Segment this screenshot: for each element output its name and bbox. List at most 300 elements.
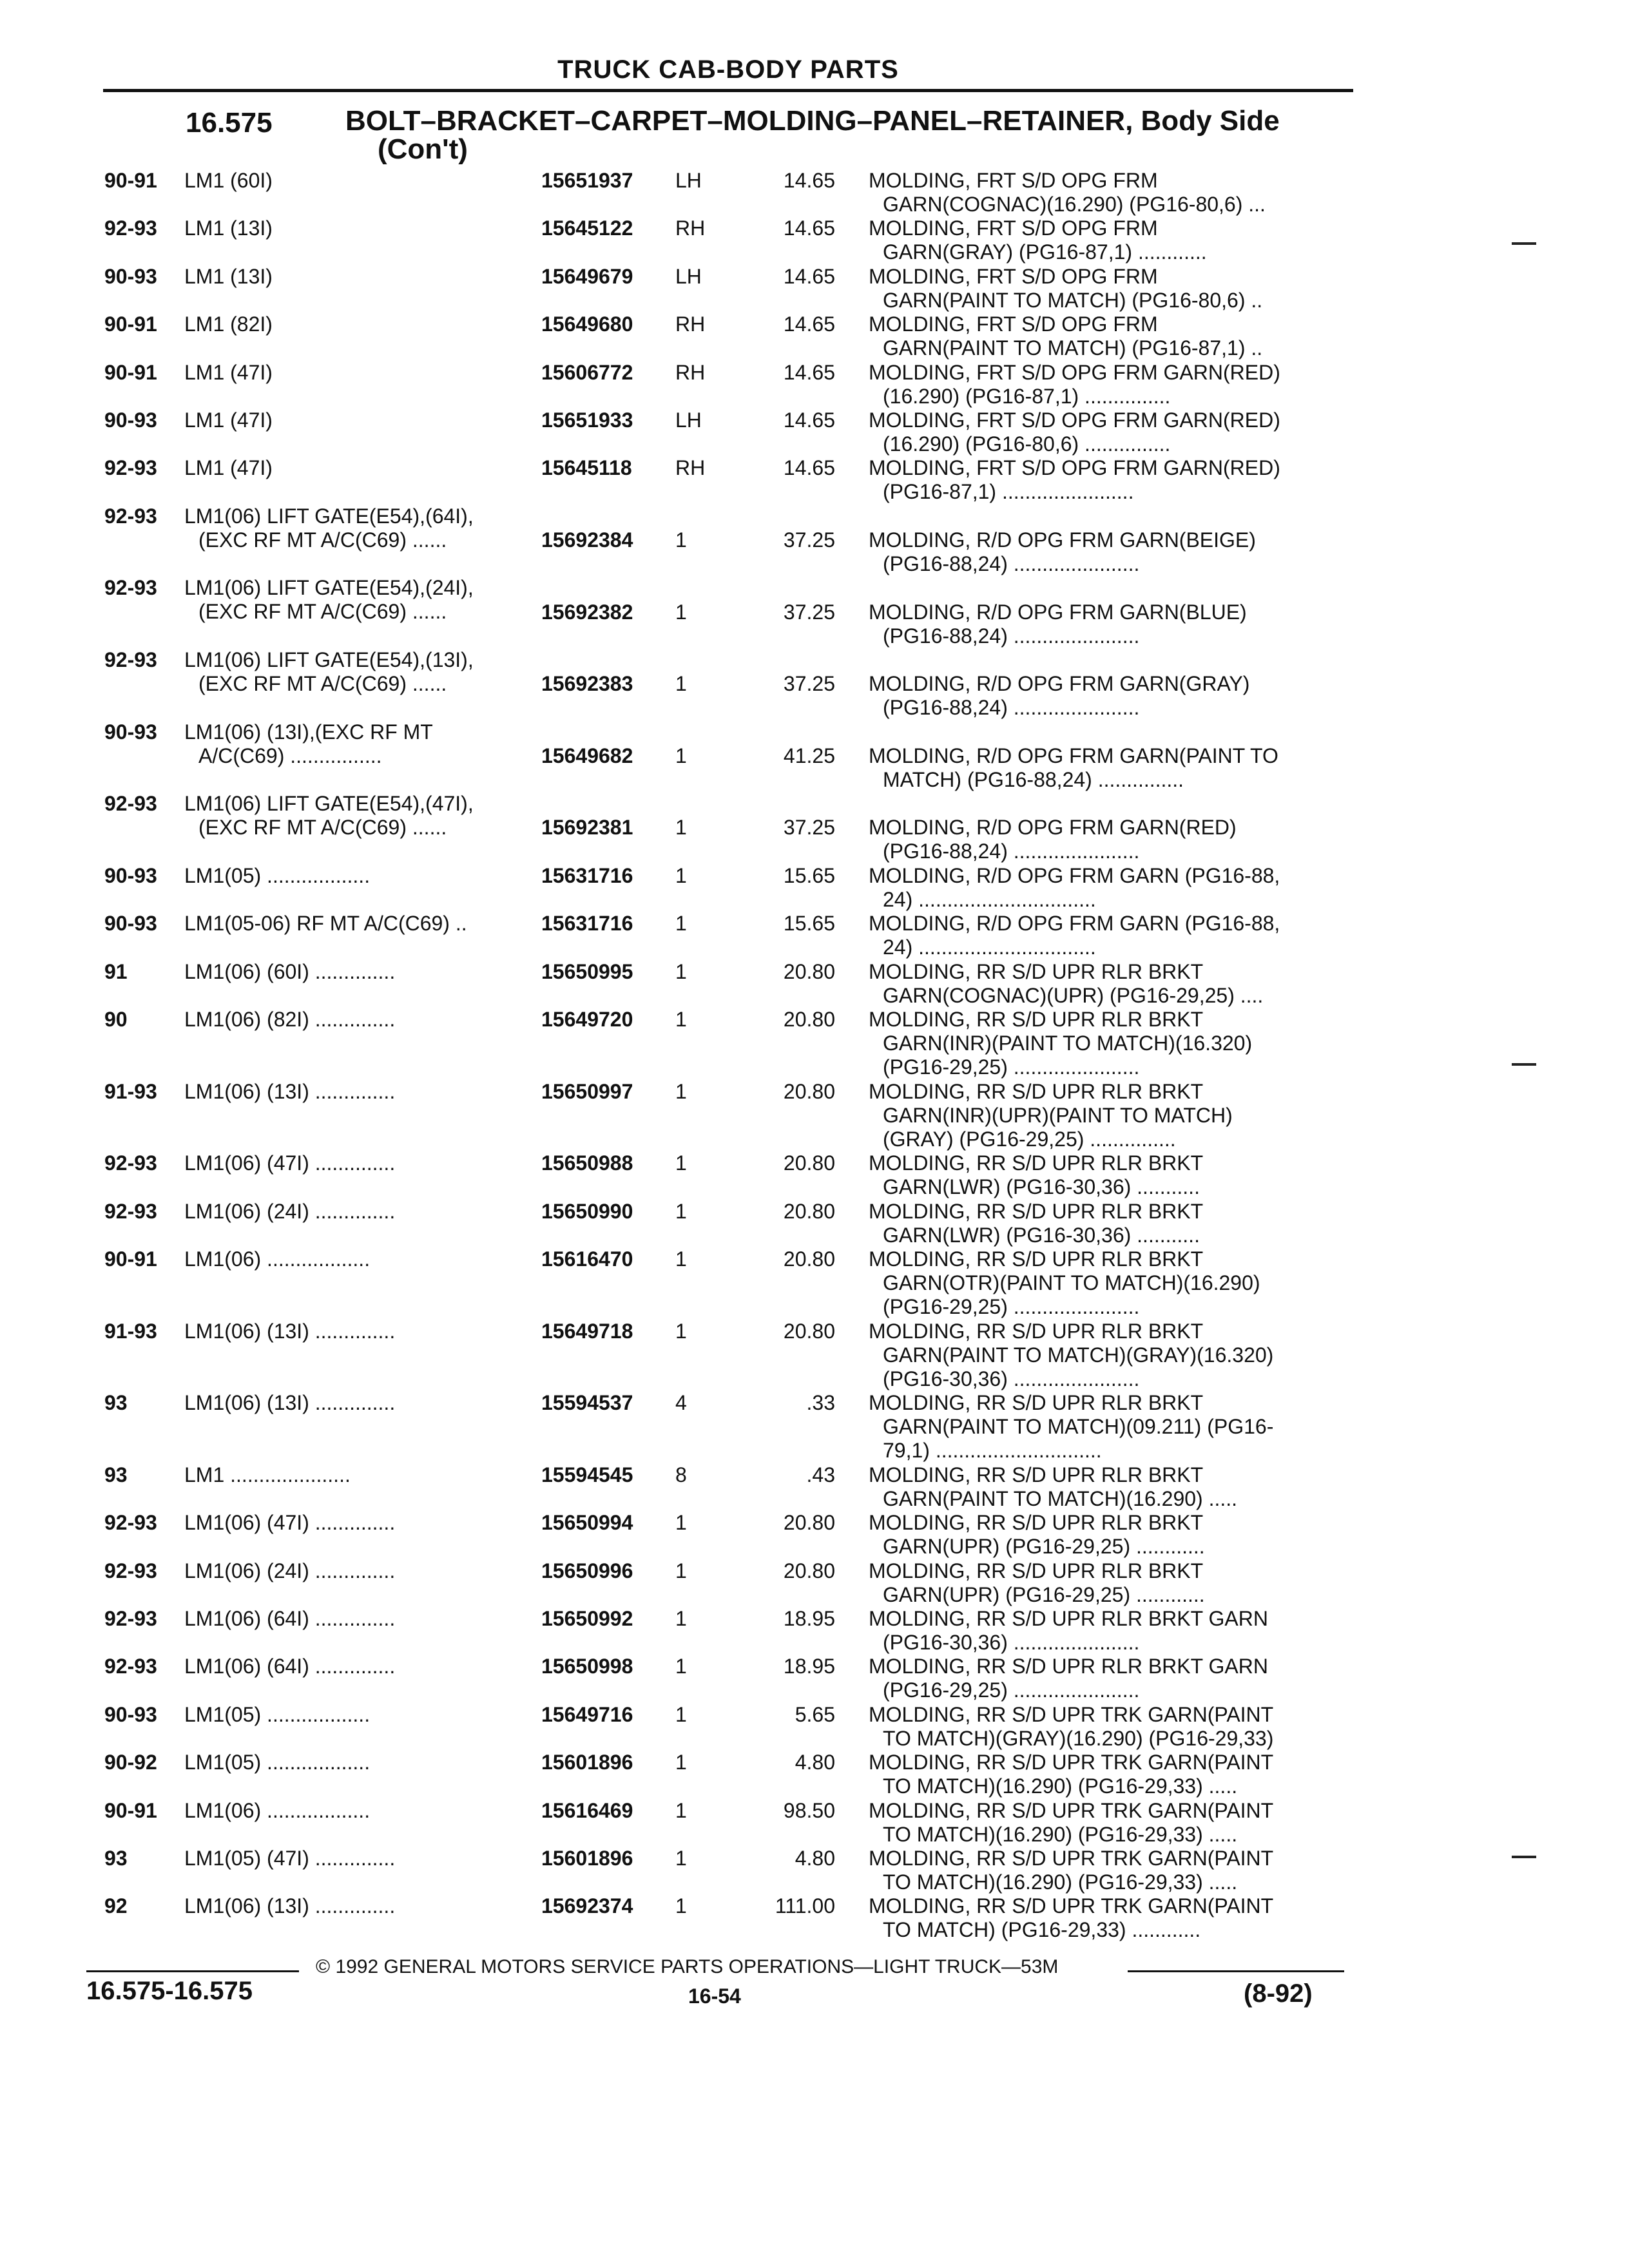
description-line: MOLDING, RR S/D UPR TRK GARN(PAINT	[869, 1798, 1274, 1822]
footer-page-number: 16-54	[688, 1984, 741, 2008]
description-line: GARN(UPR) (PG16-29,25) ............	[883, 1582, 1205, 1606]
model-year: 90-91	[104, 1798, 157, 1822]
model-usage	[184, 1607, 532, 1631]
model-line: LM1(06) (64I) ..............	[184, 1607, 396, 1630]
description	[869, 601, 1339, 648]
model-usage	[184, 960, 532, 984]
description	[869, 361, 1339, 408]
description-line: GARN(INR)(UPR)(PAINT TO MATCH)	[883, 1103, 1233, 1127]
description-line: MOLDING, R/D OPG FRM GARN(PAINT TO	[869, 744, 1278, 767]
model-year: 90-91	[104, 1247, 157, 1271]
model-year: 91	[104, 959, 128, 983]
description	[869, 1847, 1339, 1894]
description-line: (PG16-88,24) ......................	[883, 840, 1140, 863]
model-usage	[184, 312, 532, 336]
price: .43	[806, 1463, 835, 1486]
description-line: MOLDING, RR S/D UPR RLR BRKT	[869, 1247, 1204, 1271]
price: 18.95	[783, 1607, 835, 1630]
price: 20.80	[783, 1559, 835, 1582]
description-line: MOLDING, RR S/D UPR RLR BRKT	[869, 1008, 1204, 1031]
model-usage	[184, 456, 532, 480]
model-usage	[184, 720, 532, 768]
model-year: 92-93	[104, 216, 157, 240]
description-line: (PG16-30,36) ......................	[883, 1367, 1140, 1390]
model-year: 93	[104, 1463, 128, 1486]
quantity: 1	[675, 672, 687, 696]
description-line: TO MATCH) (PG16-29,33) ............	[883, 1918, 1201, 1942]
model-usage	[184, 1463, 532, 1487]
quantity: 1	[675, 1607, 687, 1630]
part-number: 15692383	[541, 672, 633, 696]
part-number: 15650990	[541, 1199, 633, 1223]
description-line: MOLDING, R/D OPG FRM GARN(BLUE)	[869, 600, 1247, 624]
part-number: 15692374	[541, 1894, 633, 1918]
description	[869, 265, 1339, 312]
model-year: 92-93	[104, 1199, 157, 1223]
part-number: 15649682	[541, 744, 633, 767]
price: 5.65	[795, 1702, 835, 1726]
part-number: 15616469	[541, 1798, 633, 1822]
header-rule	[103, 89, 1353, 92]
quantity: 1	[675, 528, 687, 552]
model-year: 91-93	[104, 1079, 157, 1103]
description	[869, 744, 1339, 792]
price: 37.25	[783, 816, 835, 840]
description-line: MOLDING, RR S/D UPR RLR BRKT	[869, 1151, 1204, 1175]
quantity: 4	[675, 1391, 687, 1415]
quantity: RH	[675, 360, 706, 384]
model-year: 93	[104, 1391, 128, 1415]
description-line: (PG16-29,25) ......................	[883, 1295, 1140, 1318]
model-usage	[184, 1703, 532, 1727]
section-number: 16.575	[186, 107, 273, 139]
model-line: LM1(06) LIFT GATE(E54),(24I),	[184, 576, 474, 600]
description	[869, 528, 1339, 576]
model-year: 92-93	[104, 576, 157, 600]
model-line: LM1(06) (64I) ..............	[184, 1655, 396, 1678]
model-line: LM1(06) (13I),(EXC RF MT	[184, 720, 433, 744]
description-line: GARN(LWR) (PG16-30,36) ...........	[883, 1175, 1200, 1199]
part-number: 15650996	[541, 1559, 633, 1582]
footer-rule-left	[86, 1970, 299, 1972]
description-line: 24) ...............................	[883, 936, 1096, 959]
price: 20.80	[783, 1151, 835, 1175]
description-line: MOLDING, RR S/D UPR RLR BRKT	[869, 1511, 1204, 1535]
model-line: LM1(05-06) RF MT A/C(C69) ..	[184, 912, 467, 936]
model-usage	[184, 1080, 532, 1104]
description	[869, 1151, 1339, 1199]
description-line: (PG16-29,25) ......................	[883, 1055, 1140, 1079]
model-usage	[184, 1655, 532, 1678]
description-line: MOLDING, RR S/D UPR RLR BRKT	[869, 1199, 1204, 1223]
model-line: LM1 (47I)	[184, 408, 273, 432]
part-number: 15649679	[541, 264, 633, 288]
model-line-continued: (EXC RF MT A/C(C69) ......	[198, 672, 447, 695]
model-line: LM1 (47I)	[184, 360, 273, 384]
model-usage	[184, 265, 532, 289]
description-line: MOLDING, R/D OPG FRM GARN(GRAY)	[869, 672, 1250, 696]
price: 20.80	[783, 959, 835, 983]
model-line: LM1(06) ..................	[184, 1247, 371, 1271]
part-number: 15649718	[541, 1319, 633, 1343]
price: 20.80	[783, 1511, 835, 1535]
part-number: 15651933	[541, 408, 633, 432]
description-line: MOLDING, RR S/D UPR RLR BRKT GARN	[869, 1607, 1268, 1630]
description-line: (PG16-30,36) ......................	[883, 1631, 1140, 1654]
model-usage	[184, 408, 532, 432]
description-line: GARN(PAINT TO MATCH)(GRAY)(16.320)	[883, 1343, 1274, 1367]
model-year: 91-93	[104, 1319, 157, 1343]
model-year: 92-93	[104, 1655, 157, 1678]
quantity: 1	[675, 959, 687, 983]
footer-date: (8-92)	[1244, 1979, 1313, 2008]
model-year: 92-93	[104, 792, 157, 816]
model-usage	[184, 1559, 532, 1583]
description-line: MOLDING, RR S/D UPR TRK GARN(PAINT	[869, 1894, 1274, 1918]
price: 98.50	[783, 1798, 835, 1822]
footer-copyright: © 1992 GENERAL MOTORS SERVICE PARTS OPERATIONS—LIGHT TRUCK—53M	[316, 1956, 1059, 1977]
price: .33	[806, 1391, 835, 1415]
model-usage	[184, 912, 532, 936]
description-line: (PG16-87,1) .......................	[883, 480, 1134, 504]
part-number: 15650997	[541, 1079, 633, 1103]
model-year: 90-93	[104, 1702, 157, 1726]
description-line: MOLDING, RR S/D UPR RLR BRKT	[869, 1391, 1204, 1415]
quantity: 1	[675, 1798, 687, 1822]
description-line: MOLDING, RR S/D UPR RLR BRKT GARN	[869, 1655, 1268, 1678]
model-line: LM1(05) ..................	[184, 1702, 371, 1726]
model-year: 90	[104, 1008, 128, 1031]
model-usage	[184, 1247, 532, 1271]
edge-mark	[1512, 1063, 1536, 1066]
edge-mark	[1512, 1856, 1536, 1858]
price: 111.00	[775, 1894, 835, 1918]
model-year: 90-91	[104, 360, 157, 384]
part-number: 15631716	[541, 863, 633, 887]
model-year: 92-93	[104, 1607, 157, 1630]
price: 41.25	[783, 744, 835, 767]
quantity: LH	[675, 264, 702, 288]
model-line: LM1(06) LIFT GATE(E54),(64I),	[184, 504, 474, 528]
quantity: RH	[675, 456, 706, 480]
description-line: GARN(PAINT TO MATCH)(16.290) .....	[883, 1486, 1238, 1510]
price: 20.80	[783, 1008, 835, 1031]
description-line: (GRAY) (PG16-29,25) ...............	[883, 1127, 1176, 1151]
part-number: 15692382	[541, 600, 633, 624]
model-line: LM1(06) ..................	[184, 1798, 371, 1822]
price: 15.65	[783, 912, 835, 936]
model-year: 92-93	[104, 648, 157, 671]
model-usage	[184, 1847, 532, 1870]
price: 20.80	[783, 1319, 835, 1343]
model-year: 90-93	[104, 912, 157, 936]
model-line-continued: (EXC RF MT A/C(C69) ......	[198, 528, 447, 552]
description-line: GARN(PAINT TO MATCH) (PG16-80,6) ..	[883, 288, 1263, 312]
description	[869, 408, 1339, 456]
quantity: 1	[675, 912, 687, 936]
model-year: 93	[104, 1847, 128, 1870]
description	[869, 816, 1339, 863]
model-usage	[184, 1511, 532, 1535]
quantity: 8	[675, 1463, 687, 1486]
description-line: GARN(LWR) (PG16-30,36) ...........	[883, 1223, 1200, 1247]
quantity: LH	[675, 408, 702, 432]
section-title	[345, 107, 1351, 164]
model-line: LM1(06) (13I) ..............	[184, 1319, 396, 1343]
description	[869, 1463, 1339, 1511]
quantity: 1	[675, 1199, 687, 1223]
description-line: MOLDING, RR S/D UPR RLR BRKT	[869, 959, 1204, 983]
quantity: 1	[675, 1751, 687, 1774]
model-line: LM1(06) (13I) ..............	[184, 1391, 396, 1415]
model-usage	[184, 216, 532, 240]
description	[869, 1320, 1339, 1391]
price: 37.25	[783, 528, 835, 552]
model-line-continued: (EXC RF MT A/C(C69) ......	[198, 816, 447, 840]
description	[869, 1200, 1339, 1247]
description-line: MATCH) (PG16-88,24) ...............	[883, 767, 1184, 791]
description-line: MOLDING, RR S/D UPR TRK GARN(PAINT	[869, 1702, 1274, 1726]
description-line: MOLDING, FRT S/D OPG FRM	[869, 264, 1158, 288]
description	[869, 456, 1339, 504]
description	[869, 960, 1339, 1008]
model-year: 92-93	[104, 1559, 157, 1582]
model-line: LM1 .....................	[184, 1463, 351, 1486]
model-line: LM1(05) (47I) ..............	[184, 1847, 396, 1870]
quantity: 1	[675, 1847, 687, 1870]
description-line: MOLDING, RR S/D UPR RLR BRKT	[869, 1559, 1204, 1582]
description	[869, 312, 1339, 360]
part-number: 15650994	[541, 1511, 633, 1535]
model-year: 92-93	[104, 504, 157, 528]
model-line: LM1(06) (47I) ..............	[184, 1151, 396, 1175]
model-usage	[184, 1799, 532, 1823]
description-line: GARN(INR)(PAINT TO MATCH)(16.320)	[883, 1032, 1253, 1055]
part-number: 15601896	[541, 1847, 633, 1870]
model-line: LM1(06) (13I) ..............	[184, 1079, 396, 1103]
model-line: LM1 (13I)	[184, 264, 273, 288]
quantity: 1	[675, 816, 687, 840]
part-number: 15650995	[541, 959, 633, 983]
model-line-continued: A/C(C69) ................	[198, 744, 382, 767]
description	[869, 1247, 1339, 1319]
price: 37.25	[783, 672, 835, 696]
quantity: 1	[675, 1247, 687, 1271]
description	[869, 1894, 1339, 1942]
price: 14.65	[783, 312, 835, 336]
footer-rule-right	[1128, 1970, 1344, 1972]
page-title: TRUCK CAB-BODY PARTS	[557, 55, 899, 84]
description-line: TO MATCH)(16.290) (PG16-29,33) .....	[883, 1774, 1238, 1798]
price: 14.65	[783, 456, 835, 480]
quantity: 1	[675, 1655, 687, 1678]
quantity: 1	[675, 744, 687, 767]
part-number: 15649680	[541, 312, 633, 336]
model-usage	[184, 648, 532, 696]
model-usage	[184, 1894, 532, 1918]
quantity: 1	[675, 1511, 687, 1535]
model-usage	[184, 1200, 532, 1224]
model-usage	[184, 1008, 532, 1032]
model-line: LM1(06) (47I) ..............	[184, 1511, 396, 1535]
description-line: MOLDING, RR S/D UPR RLR BRKT	[869, 1463, 1204, 1486]
price: 14.65	[783, 360, 835, 384]
description	[869, 1391, 1339, 1463]
description-line: MOLDING, FRT S/D OPG FRM GARN(RED)	[869, 456, 1280, 480]
description-line: MOLDING, FRT S/D OPG FRM	[869, 169, 1158, 192]
price: 37.25	[783, 600, 835, 624]
part-number: 15692381	[541, 816, 633, 840]
part-number: 15594545	[541, 1463, 633, 1486]
description-line: (PG16-29,25) ......................	[883, 1678, 1140, 1702]
description-line: MOLDING, RR S/D UPR RLR BRKT	[869, 1319, 1204, 1343]
description-line: GARN(COGNAC)(16.290) (PG16-80,6) ...	[883, 193, 1266, 216]
model-year: 92-93	[104, 1151, 157, 1175]
quantity: 1	[675, 1319, 687, 1343]
description	[869, 1080, 1339, 1151]
description	[869, 1511, 1339, 1559]
quantity: RH	[675, 312, 706, 336]
description-line: 24) ...............................	[883, 887, 1096, 911]
price: 4.80	[795, 1847, 835, 1870]
model-year: 90-93	[104, 863, 157, 887]
quantity: 1	[675, 1559, 687, 1582]
description-line: GARN(PAINT TO MATCH)(09.211) (PG16-	[883, 1415, 1274, 1439]
price: 14.65	[783, 408, 835, 432]
price: 20.80	[783, 1199, 835, 1223]
model-line: LM1(06) LIFT GATE(E54),(47I),	[184, 792, 474, 816]
description	[869, 1607, 1339, 1655]
model-usage	[184, 792, 532, 840]
description-line: (16.290) (PG16-80,6) ...............	[883, 432, 1171, 456]
model-usage	[184, 361, 532, 385]
price: 14.65	[783, 169, 835, 192]
description	[869, 216, 1339, 264]
model-line: LM1 (60I)	[184, 169, 273, 192]
model-line: LM1 (82I)	[184, 312, 273, 336]
part-number: 15606772	[541, 360, 633, 384]
price: 4.80	[795, 1751, 835, 1774]
description	[869, 1703, 1339, 1751]
part-number: 15649720	[541, 1008, 633, 1031]
model-line: LM1 (13I)	[184, 216, 273, 240]
description-line: GARN(OTR)(PAINT TO MATCH)(16.290)	[883, 1271, 1260, 1294]
description-line: MOLDING, FRT S/D OPG FRM GARN(RED)	[869, 360, 1280, 384]
description-line: MOLDING, FRT S/D OPG FRM	[869, 216, 1158, 240]
part-number: 15650988	[541, 1151, 633, 1175]
description-line: (PG16-88,24) ......................	[883, 696, 1140, 720]
quantity: 1	[675, 1079, 687, 1103]
quantity: LH	[675, 169, 702, 192]
description	[869, 912, 1339, 959]
model-year: 90-92	[104, 1751, 157, 1774]
description	[869, 1559, 1339, 1607]
price: 18.95	[783, 1655, 835, 1678]
description-line: GARN(UPR) (PG16-29,25) ............	[883, 1535, 1205, 1559]
quantity: 1	[675, 1008, 687, 1031]
model-year: 90-91	[104, 312, 157, 336]
part-number: 15616470	[541, 1247, 633, 1271]
footer-section-range: 16.575-16.575	[86, 1977, 253, 2005]
description-line: MOLDING, RR S/D UPR RLR BRKT	[869, 1079, 1204, 1103]
model-line-continued: (EXC RF MT A/C(C69) ......	[198, 600, 447, 624]
model-usage	[184, 169, 532, 193]
model-usage	[184, 1751, 532, 1774]
model-line: LM1(06) (24I) ..............	[184, 1559, 396, 1582]
part-number: 15594537	[541, 1391, 633, 1415]
part-number: 15645122	[541, 216, 633, 240]
description-line: MOLDING, R/D OPG FRM GARN (PG16-88,	[869, 863, 1280, 887]
description-line: MOLDING, RR S/D UPR TRK GARN(PAINT	[869, 1751, 1274, 1774]
model-year: 90-93	[104, 264, 157, 288]
model-usage	[184, 1391, 532, 1415]
model-usage	[184, 576, 532, 624]
model-line: LM1(05) ..................	[184, 1751, 371, 1774]
model-usage	[184, 505, 532, 552]
description	[869, 864, 1339, 912]
model-line: LM1(06) (13I) ..............	[184, 1894, 396, 1918]
part-number: 15650998	[541, 1655, 633, 1678]
description	[869, 672, 1339, 720]
description-line: TO MATCH)(16.290) (PG16-29,33) .....	[883, 1822, 1238, 1846]
part-number: 15631716	[541, 912, 633, 936]
description-line: GARN(PAINT TO MATCH) (PG16-87,1) ..	[883, 336, 1263, 360]
price: 14.65	[783, 264, 835, 288]
price: 20.80	[783, 1079, 835, 1103]
description	[869, 169, 1339, 216]
model-year: 92	[104, 1894, 128, 1918]
quantity: 1	[675, 863, 687, 887]
section-title-text: BOLT–BRACKET–CARPET–MOLDING–PANEL–RETAINER, Body Side	[345, 105, 1280, 137]
edge-mark	[1512, 242, 1536, 245]
description	[869, 1799, 1339, 1847]
description-line: (PG16-88,24) ......................	[883, 552, 1140, 575]
price: 15.65	[783, 863, 835, 887]
model-line: LM1(05) ..................	[184, 863, 371, 887]
model-line: LM1(06) (24I) ..............	[184, 1199, 396, 1223]
description	[869, 1008, 1339, 1079]
part-number: 15692384	[541, 528, 633, 552]
description-line: (16.290) (PG16-87,1) ...............	[883, 384, 1171, 408]
quantity: 1	[675, 1151, 687, 1175]
description-line: (PG16-88,24) ......................	[883, 624, 1140, 648]
model-line: LM1(06) (60I) ..............	[184, 959, 396, 983]
model-usage	[184, 1320, 532, 1343]
quantity: 1	[675, 600, 687, 624]
model-line: LM1(06) (82I) ..............	[184, 1008, 396, 1031]
description-line: MOLDING, RR S/D UPR TRK GARN(PAINT	[869, 1847, 1274, 1870]
price: 14.65	[783, 216, 835, 240]
model-year: 92-93	[104, 1511, 157, 1535]
description-line: MOLDING, R/D OPG FRM GARN(RED)	[869, 816, 1237, 840]
quantity: 1	[675, 1894, 687, 1918]
part-number: 15645118	[541, 456, 632, 480]
quantity: 1	[675, 1702, 687, 1726]
description-line: MOLDING, FRT S/D OPG FRM	[869, 312, 1158, 336]
description	[869, 1751, 1339, 1798]
model-usage	[184, 1151, 532, 1175]
price: 20.80	[783, 1247, 835, 1271]
description-line: TO MATCH)(GRAY)(16.290) (PG16-29,33)	[883, 1726, 1274, 1750]
part-number: 15649716	[541, 1702, 633, 1726]
model-year: 90-93	[104, 408, 157, 432]
description-line: TO MATCH)(16.290) (PG16-29,33) .....	[883, 1870, 1238, 1894]
description-line: MOLDING, R/D OPG FRM GARN(BEIGE)	[869, 528, 1256, 552]
description-line: 79,1) .............................	[883, 1439, 1102, 1463]
quantity: RH	[675, 216, 706, 240]
part-number: 15651937	[541, 169, 633, 192]
model-usage	[184, 864, 532, 888]
